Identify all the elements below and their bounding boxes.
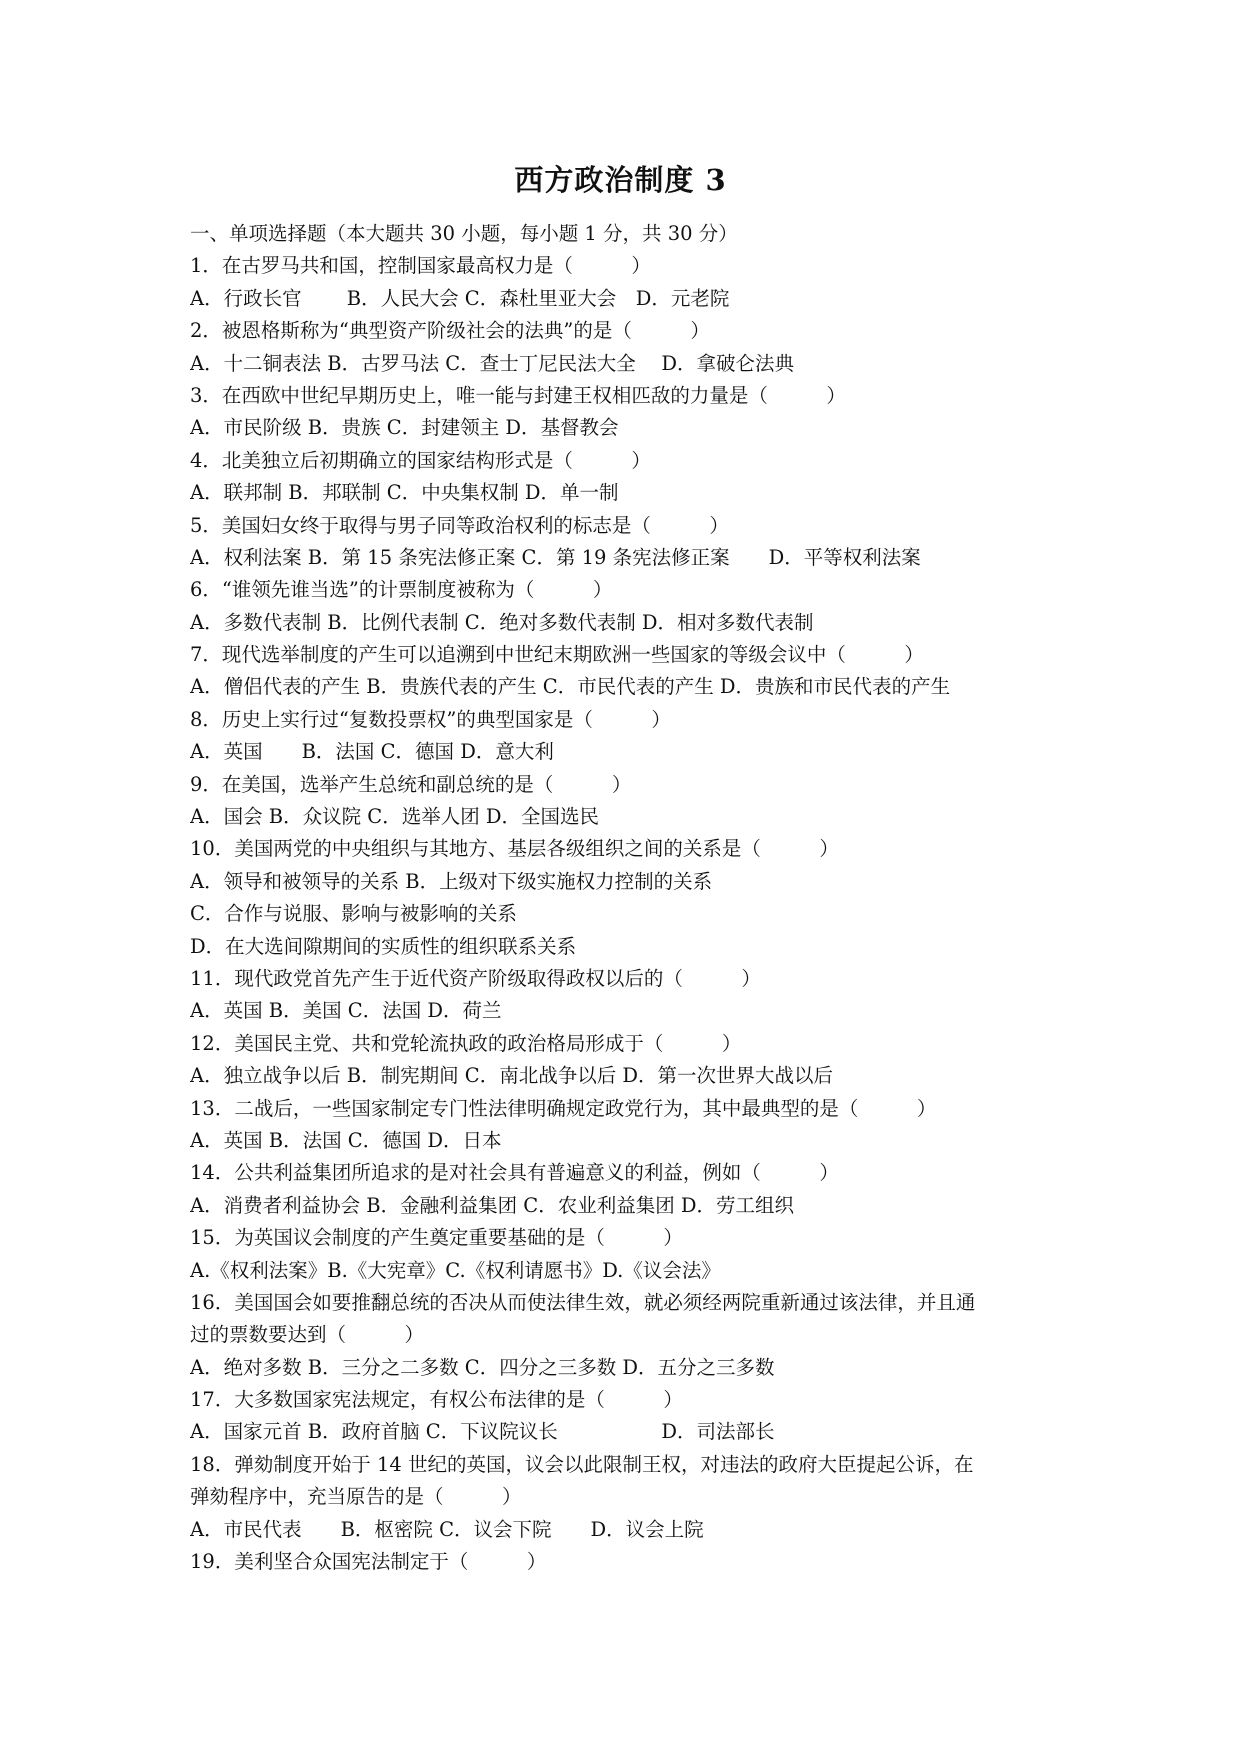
text-line: A．英国 B．法国 C．德国 D．意大利: [190, 740, 554, 764]
text-line: D．在大选间隙期间的实质性的组织联系关系: [190, 934, 577, 958]
text-line: A．十二铜表法 B．古罗马法 C．查士丁尼民法大全 D．拿破仑法典: [190, 351, 795, 375]
text-line: 15．为英国议会制度的产生奠定重要基础的是（ ）: [190, 1226, 683, 1250]
text-line: A．国家元首 B．政府首脑 C．下议院议长 D．司法部长: [190, 1420, 775, 1444]
text-line: 14．公共利益集团所追求的是对社会具有普遍意义的利益，例如（ ）: [190, 1161, 839, 1185]
text-line: A．行政长官 B．人民大会 C．森杜里亚大会 D．元老院: [190, 286, 730, 310]
text-line: A．国会 B．众议院 C．选举人团 D．全国选民: [190, 805, 600, 829]
text-line: 1．在古罗马共和国，控制国家最高权力是（ ）: [190, 254, 651, 278]
text-line: 3．在西欧中世纪早期历史上，唯一能与封建王权相匹敌的力量是（ ）: [190, 383, 846, 407]
text-line: 19．美利坚合众国宪法制定于（ ）: [190, 1550, 547, 1574]
text-line: 6．“谁领先谁当选”的计票制度被称为（ ）: [190, 578, 613, 602]
text-line: 弹劾程序中，充当原告的是（ ）: [190, 1485, 522, 1509]
text-line: 12．美国民主党、共和党轮流执政的政治格局形成于（ ）: [190, 1031, 742, 1055]
text-line: A．领导和被领导的关系 B．上级对下级实施权力控制的关系: [190, 869, 713, 893]
text-line: 过的票数要达到（ ）: [190, 1323, 425, 1347]
text-line: A．市民代表 B．枢密院 C．议会下院 D．议会上院: [190, 1517, 704, 1541]
text-line: A．英国 B．美国 C．法国 D．荷兰: [190, 999, 502, 1023]
text-line: A．多数代表制 B．比例代表制 C．绝对多数代表制 D．相对多数代表制: [190, 610, 814, 634]
text-line: A.《权利法案》B.《大宪章》C.《权利请愿书》D.《议会法》: [190, 1258, 721, 1282]
text-line: A．市民阶级 B．贵族 C．封建领主 D．基督教会: [190, 416, 619, 440]
text-line: 13．二战后，一些国家制定专门性法律明确规定政党行为，其中最典型的是（ ）: [190, 1096, 937, 1120]
text-line: A．绝对多数 B．三分之二多数 C．四分之三多数 D．五分之三多数: [190, 1355, 775, 1379]
text-line: A．英国 B．法国 C．德国 D．日本: [190, 1128, 502, 1152]
text-line: 17．大多数国家宪法规定，有权公布法律的是（ ）: [190, 1388, 683, 1412]
document-title: 西方政治制度 3: [514, 163, 727, 197]
text-line: 16．美国国会如要推翻总统的否决从而使法律生效，就必须经两院重新通过该法律，并且通: [190, 1290, 976, 1314]
text-line: 7．现代选举制度的产生可以追溯到中世纪末期欧洲一些国家的等级会议中（ ）: [190, 643, 924, 667]
text-line: 11．现代政党首先产生于近代资产阶级取得政权以后的（ ）: [190, 966, 761, 990]
text-line: 9．在美国，选举产生总统和副总统的是（ ）: [190, 772, 632, 796]
text-line: 一、单项选择题（本大题共 30 小题，每小题 1 分，共 30 分）: [190, 222, 738, 245]
text-line: A．独立战争以后 B．制宪期间 C．南北战争以后 D．第一次世界大战以后: [190, 1064, 834, 1088]
text-line: 10．美国两党的中央组织与其地方、基层各级组织之间的关系是（ ）: [190, 837, 839, 861]
text-line: 2．被恩格斯称为“典型资产阶级社会的法典”的是（ ）: [190, 319, 710, 343]
text-line: 5．美国妇女终于取得与男子同等政治权利的标志是（ ）: [190, 513, 729, 537]
text-line: C．合作与说服、影响与被影响的关系: [190, 902, 517, 926]
text-line: A．消费者利益协会 B．金融利益集团 C．农业利益集团 D．劳工组织: [190, 1193, 795, 1217]
text-line: A．僧侣代表的产生 B．贵族代表的产生 C．市民代表的产生 D．贵族和市民代表的产生: [190, 675, 951, 699]
question-list: [190, 218, 1070, 1578]
text-line: A．权利法案 B．第 15 条宪法修正案 C．第 19 条宪法修正案 D．平等权利法案: [190, 545, 921, 569]
text-line: 4．北美独立后初期确立的国家结构形式是（ ）: [190, 448, 651, 472]
text-line: A．联邦制 B．邦联制 C．中央集权制 D．单一制: [190, 481, 619, 505]
text-line: 8．历史上实行过“复数投票权”的典型国家是（ ）: [190, 707, 671, 731]
text-line: 18．弹劾制度开始于 14 世纪的英国，议会以此限制王权，对违法的政府大臣提起公诉，在: [190, 1452, 974, 1476]
